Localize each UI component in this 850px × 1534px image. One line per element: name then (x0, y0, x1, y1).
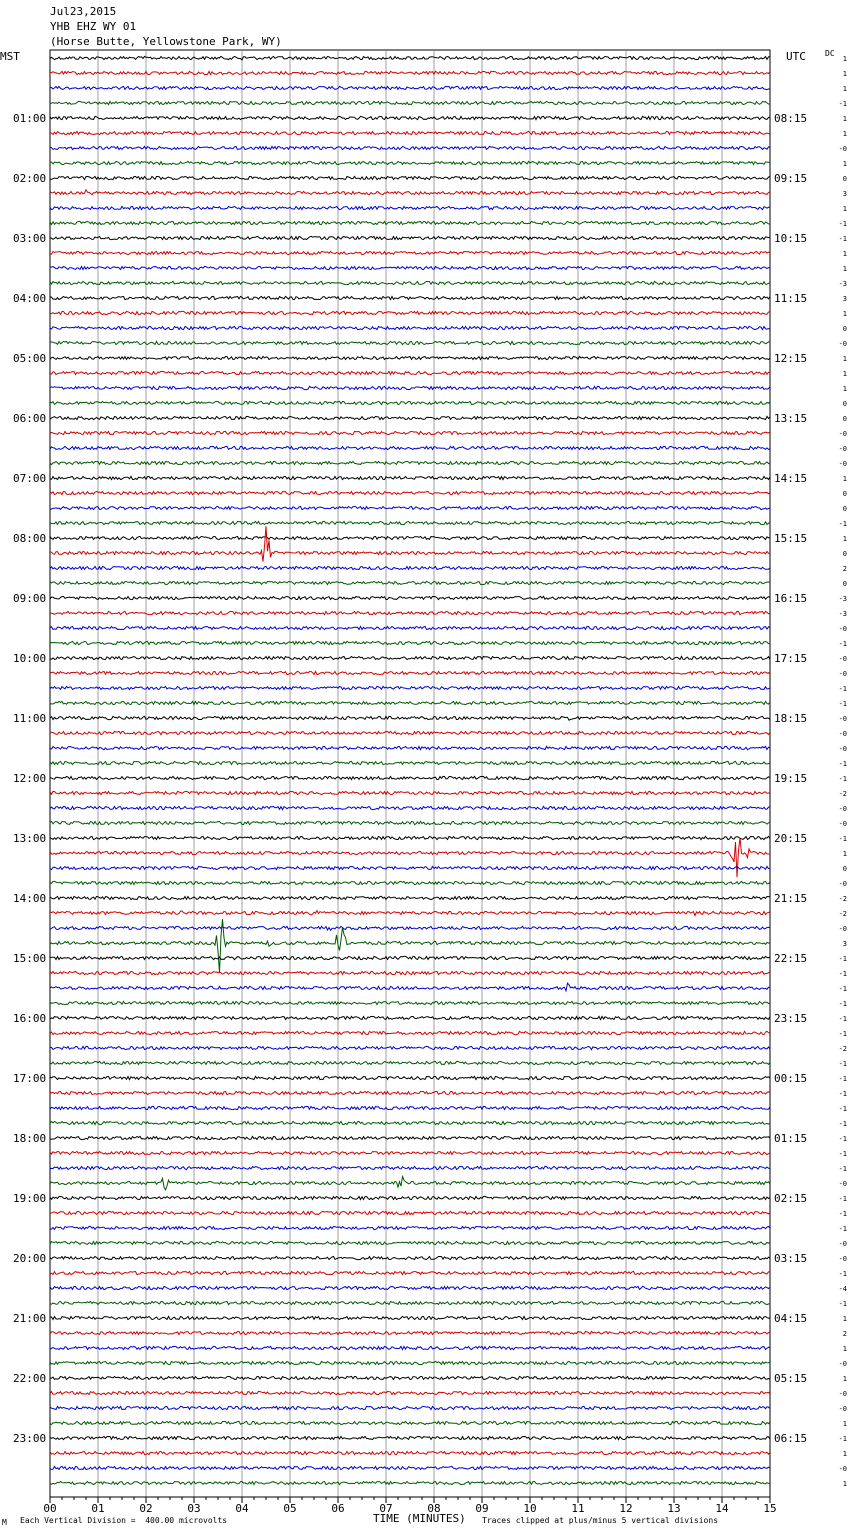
dc-offset-label: -1 (838, 1210, 847, 1218)
dc-offset-label: 0 (842, 490, 847, 498)
trace-row (50, 1106, 770, 1109)
dc-offset-label: -1 (838, 685, 847, 693)
dc-offset-label: 1 (842, 1420, 847, 1428)
dc-offset-label: -0 (838, 460, 847, 468)
right-hour-label: 06:15 (774, 1432, 808, 1445)
trace-row (50, 296, 770, 299)
dc-offset-label: -0 (838, 925, 847, 933)
dc-offset-label: 1 (842, 160, 847, 168)
left-hour-label: 01:00 (13, 112, 47, 125)
right-timezone-label: UTC (786, 50, 806, 63)
left-hour-label: 18:00 (13, 1132, 47, 1145)
trace-row (50, 416, 770, 419)
dc-offset-label: -1 (838, 835, 847, 843)
dc-offset-label: 1 (842, 355, 847, 363)
dc-offset-label: -2 (838, 895, 847, 903)
trace-row (50, 1301, 770, 1304)
trace-row (50, 983, 770, 991)
dc-offset-label: -1 (838, 520, 847, 528)
dc-offset-label: -1 (838, 775, 847, 783)
trace-row (50, 491, 770, 494)
dc-offset-label: -0 (838, 730, 847, 738)
left-hour-label: 19:00 (13, 1192, 47, 1205)
dc-offset-label: 1 (842, 70, 847, 78)
dc-offset-label: -0 (838, 1240, 847, 1248)
right-hour-label: 21:15 (774, 892, 808, 905)
x-tick-label: 05 (283, 1502, 297, 1515)
recording-date: Jul23,2015 (50, 5, 117, 18)
dc-offset-label: -0 (838, 340, 847, 348)
right-hour-label: 15:15 (774, 532, 808, 545)
dc-offset-label: -1 (838, 1015, 847, 1023)
dc-offset-label: 2 (842, 1330, 847, 1338)
dc-offset-label: 0 (842, 865, 847, 873)
trace-row (50, 266, 770, 269)
dc-offset-label: 3 (842, 940, 847, 948)
dc-offset-label: -1 (838, 1030, 847, 1038)
dc-offset-label: -1 (838, 1195, 847, 1203)
trace-row (50, 281, 770, 284)
left-hour-label: 10:00 (13, 652, 47, 665)
left-hour-label: 13:00 (13, 832, 47, 845)
left-hour-label: 07:00 (13, 472, 47, 485)
trace-row (50, 1166, 770, 1169)
x-tick-label: 13 (667, 1502, 681, 1515)
dc-offset-label: -0 (838, 715, 847, 723)
trace-row (50, 926, 770, 930)
trace-row (50, 1391, 770, 1394)
right-hour-label: 13:15 (774, 412, 808, 425)
trace-row (50, 311, 770, 314)
trace-row (50, 1061, 770, 1064)
dc-offset-label: -0 (838, 1255, 847, 1263)
trace-row (50, 1031, 770, 1034)
trace-row (50, 1091, 770, 1094)
trace-row (50, 866, 770, 869)
dc-offset-label: 1 (842, 265, 847, 273)
dc-offset-label: -0 (838, 445, 847, 453)
dc-offset-label: -0 (838, 1465, 847, 1473)
trace-row (50, 806, 770, 809)
dc-offset-label: -3 (838, 595, 847, 603)
dc-offset-label: -1 (838, 1135, 847, 1143)
dc-offset-label: -1 (838, 1060, 847, 1068)
left-hour-label: 21:00 (13, 1312, 47, 1325)
trace-row (50, 611, 770, 614)
left-hour-label: 04:00 (13, 292, 47, 305)
trace-row (50, 836, 770, 839)
dc-offset-label: -0 (838, 1180, 847, 1188)
right-hour-label: 05:15 (774, 1372, 808, 1385)
trace-row (50, 521, 770, 524)
dc-offset-label: 0 (842, 580, 847, 588)
right-hour-label: 03:15 (774, 1252, 808, 1265)
trace-row (50, 1001, 770, 1004)
dc-offset-label: -1 (838, 760, 847, 768)
trace-row (50, 1451, 770, 1454)
right-hour-label: 00:15 (774, 1072, 808, 1085)
dc-offset-label: -1 (838, 1105, 847, 1113)
trace-row (50, 446, 770, 449)
right-hour-label: 11:15 (774, 292, 808, 305)
trace-row (50, 956, 770, 959)
trace-row (50, 566, 770, 569)
dc-offset-label: -1 (838, 985, 847, 993)
clip-note: Traces clipped at plus/minus 5 vertical divisions (482, 1516, 719, 1525)
dc-offset-label: -1 (838, 235, 847, 243)
trace-row (50, 581, 770, 584)
trace-row (50, 821, 770, 824)
trace-row (50, 86, 770, 89)
dc-offset-label: -0 (838, 1360, 847, 1368)
trace-row (50, 656, 770, 659)
dc-offset-label: -1 (838, 1165, 847, 1173)
trace-row (50, 101, 770, 104)
trace-row (50, 71, 770, 74)
dc-offset-label: 1 (842, 205, 847, 213)
dc-offset-label: -3 (838, 280, 847, 288)
dc-offset-label: 1 (842, 1345, 847, 1353)
dc-offset-label: 1 (842, 115, 847, 123)
left-hour-label: 16:00 (13, 1012, 47, 1025)
right-hour-label: 12:15 (774, 352, 808, 365)
trace-row (50, 686, 770, 689)
left-hour-label: 09:00 (13, 592, 47, 605)
trace-row (50, 1196, 770, 1199)
dc-offset-label: 1 (842, 850, 847, 858)
dc-offset-label: 1 (842, 1450, 847, 1458)
trace-row (50, 1361, 770, 1364)
right-hour-label: 20:15 (774, 832, 808, 845)
dc-offset-label: -1 (838, 100, 847, 108)
dc-offset-label: 1 (842, 85, 847, 93)
dc-offset-label: 0 (842, 505, 847, 513)
trace-row (50, 896, 770, 899)
dc-offset-label: -1 (838, 220, 847, 228)
dc-offset-label: -1 (838, 1090, 847, 1098)
right-hour-label: 08:15 (774, 112, 808, 125)
dc-offset-label: 1 (842, 55, 847, 63)
trace-row (50, 911, 770, 916)
right-hour-label: 14:15 (774, 472, 808, 485)
trace-row (50, 161, 770, 164)
trace-row (50, 251, 770, 254)
right-hour-label: 19:15 (774, 772, 808, 785)
x-tick-label: 10 (523, 1502, 537, 1515)
station-code: YHB EHZ WY 01 (50, 20, 137, 33)
dc-offset-label: 1 (842, 250, 847, 258)
dc-offset-label: 3 (842, 295, 847, 303)
trace-row (50, 146, 770, 149)
trace-row (50, 716, 770, 720)
dc-offset-label: -1 (838, 955, 847, 963)
dc-offset-label: 0 (842, 400, 847, 408)
dc-offset-label: 0 (842, 325, 847, 333)
dc-offset-label: -1 (838, 640, 847, 648)
trace-row (50, 1421, 770, 1424)
x-tick-label: 00 (43, 1502, 57, 1515)
x-tick-label: 06 (331, 1502, 345, 1515)
dc-offset-label: -2 (838, 910, 847, 918)
trace-row (50, 1151, 770, 1154)
dc-offset-label: -0 (838, 145, 847, 153)
dc-offset-label: 1 (842, 1375, 847, 1383)
dc-offset-label: 1 (842, 370, 847, 378)
left-hour-label: 23:00 (13, 1432, 47, 1445)
trace-row (50, 671, 770, 674)
dc-offset-label: -1 (838, 1435, 847, 1443)
trace-row (50, 356, 770, 359)
trace-row (50, 476, 770, 479)
dc-offset-label: -1 (838, 1000, 847, 1008)
trace-row (50, 386, 770, 389)
trace-row (50, 1226, 770, 1229)
dc-offset-label: -1 (838, 1075, 847, 1083)
trace-row (50, 746, 770, 749)
trace-row (50, 1136, 770, 1139)
trace-row (50, 761, 770, 764)
trace-row (50, 881, 770, 884)
trace-row (50, 1406, 770, 1409)
x-tick-label: 08 (427, 1502, 441, 1515)
dc-offset-label: -0 (838, 745, 847, 753)
left-hour-label: 14:00 (13, 892, 47, 905)
dc-offset-label: 1 (842, 475, 847, 483)
dc-offset-label: -1 (838, 1120, 847, 1128)
left-hour-label: 06:00 (13, 412, 47, 425)
trace-row (50, 1316, 770, 1319)
dc-offset-label: -0 (838, 1390, 847, 1398)
trace-row (50, 701, 770, 704)
trace-row (50, 56, 770, 60)
dc-offset-label: 1 (842, 1480, 847, 1488)
left-hour-label: 02:00 (13, 172, 47, 185)
left-hour-label: 11:00 (13, 712, 47, 725)
dc-offset-label: -0 (838, 880, 847, 888)
trace-row (50, 221, 770, 224)
trace-row (50, 1121, 770, 1124)
trace-row (50, 1346, 770, 1349)
dc-offset-label: -1 (838, 700, 847, 708)
right-hour-label: 01:15 (774, 1132, 808, 1145)
x-axis-title: TIME (MINUTES) (373, 1512, 466, 1525)
x-tick-label: 09 (475, 1502, 489, 1515)
dc-offset-label: -3 (838, 610, 847, 618)
dc-offset-label: 1 (842, 535, 847, 543)
dc-offset-label: -0 (838, 820, 847, 828)
trace-row (50, 1211, 770, 1214)
trace-row (50, 526, 770, 561)
trace-row (50, 1241, 770, 1244)
dc-column-label: DC (825, 49, 835, 58)
dc-offset-label: 3 (842, 190, 847, 198)
dc-offset-label: 2 (842, 565, 847, 573)
trace-row (50, 536, 770, 539)
trace-row (50, 838, 770, 877)
dc-offset-label: -0 (838, 805, 847, 813)
dc-offset-label: -0 (838, 670, 847, 678)
left-hour-label: 08:00 (13, 532, 47, 545)
right-hour-label: 23:15 (774, 1012, 808, 1025)
trace-row (50, 1046, 770, 1049)
trace-row (50, 791, 770, 794)
x-tick-label: 02 (139, 1502, 153, 1515)
corner-mark: M (2, 1518, 7, 1527)
x-tick-label: 04 (235, 1502, 249, 1515)
dc-offset-label: 1 (842, 385, 847, 393)
trace-row (50, 1376, 770, 1379)
trace-row (50, 776, 770, 779)
trace-row (50, 641, 770, 644)
left-hour-label: 15:00 (13, 952, 47, 965)
left-hour-label: 12:00 (13, 772, 47, 785)
dc-offset-label: -0 (838, 1405, 847, 1413)
trace-group (50, 56, 770, 1484)
dc-offset-label: 1 (842, 310, 847, 318)
dc-offset-label: -1 (838, 1300, 847, 1308)
dc-offset-label: 0 (842, 415, 847, 423)
dc-offset-label: -0 (838, 430, 847, 438)
dc-offset-label: -0 (838, 655, 847, 663)
trace-row (50, 461, 770, 464)
right-hour-label: 10:15 (774, 232, 808, 245)
trace-row (50, 1076, 770, 1079)
trace-row (50, 1177, 770, 1190)
x-tick-label: 12 (619, 1502, 633, 1515)
trace-row (50, 326, 770, 329)
trace-row (50, 1331, 770, 1334)
left-hour-label: 22:00 (13, 1372, 47, 1385)
trace-row (50, 371, 770, 374)
x-tick-label: 11 (571, 1502, 585, 1515)
dc-offset-label: -2 (838, 1045, 847, 1053)
trace-row (50, 131, 770, 134)
right-hour-label: 17:15 (774, 652, 808, 665)
trace-row (50, 1481, 770, 1484)
x-tick-label: 03 (187, 1502, 201, 1515)
trace-row (50, 1256, 770, 1259)
left-timezone-label: MST (0, 50, 20, 63)
right-hour-label: 02:15 (774, 1192, 808, 1205)
trace-row (50, 190, 770, 195)
trace-row (50, 176, 770, 179)
scale-note: Each Vertical Division = 400.00 microvolts (20, 1516, 228, 1525)
trace-row (50, 401, 770, 404)
dc-offset-label: 0 (842, 550, 847, 558)
trace-row (50, 1436, 770, 1439)
dc-offset-label: -4 (838, 1285, 847, 1293)
trace-row (50, 1466, 770, 1469)
right-hour-label: 18:15 (774, 712, 808, 725)
left-hour-label: 05:00 (13, 352, 47, 365)
trace-row (50, 506, 770, 509)
station-location: (Horse Butte, Yellowstone Park, WY) (50, 35, 282, 48)
right-hour-label: 09:15 (774, 172, 808, 185)
right-hour-label: 22:15 (774, 952, 808, 965)
trace-row (50, 731, 770, 734)
left-hour-label: 20:00 (13, 1252, 47, 1265)
x-tick-label: 01 (91, 1502, 105, 1515)
trace-row (50, 596, 770, 599)
trace-row (50, 1286, 770, 1289)
trace-row (50, 341, 770, 344)
right-hour-label: 16:15 (774, 592, 808, 605)
dc-offset-label: -1 (838, 1150, 847, 1158)
x-tick-label: 14 (715, 1502, 729, 1515)
dc-offset-label: 1 (842, 1315, 847, 1323)
left-hour-label: 17:00 (13, 1072, 47, 1085)
x-tick-label: 07 (379, 1502, 393, 1515)
dc-offset-label: -2 (838, 790, 847, 798)
dc-offset-label: -1 (838, 970, 847, 978)
trace-row (50, 626, 770, 629)
dc-offset-label: -1 (838, 1225, 847, 1233)
dc-offset-label: 0 (842, 175, 847, 183)
x-tick-label: 15 (763, 1502, 777, 1515)
dc-offset-label: -1 (838, 1270, 847, 1278)
trace-row (50, 116, 770, 119)
dc-offset-label: 1 (842, 130, 847, 138)
trace-row (50, 236, 770, 239)
trace-row (50, 431, 770, 434)
left-hour-label: 03:00 (13, 232, 47, 245)
right-hour-label: 04:15 (774, 1312, 808, 1325)
trace-row (50, 1271, 770, 1274)
trace-row (50, 1016, 770, 1019)
dc-offset-label: -0 (838, 625, 847, 633)
trace-row (50, 206, 770, 209)
trace-row (50, 971, 770, 974)
